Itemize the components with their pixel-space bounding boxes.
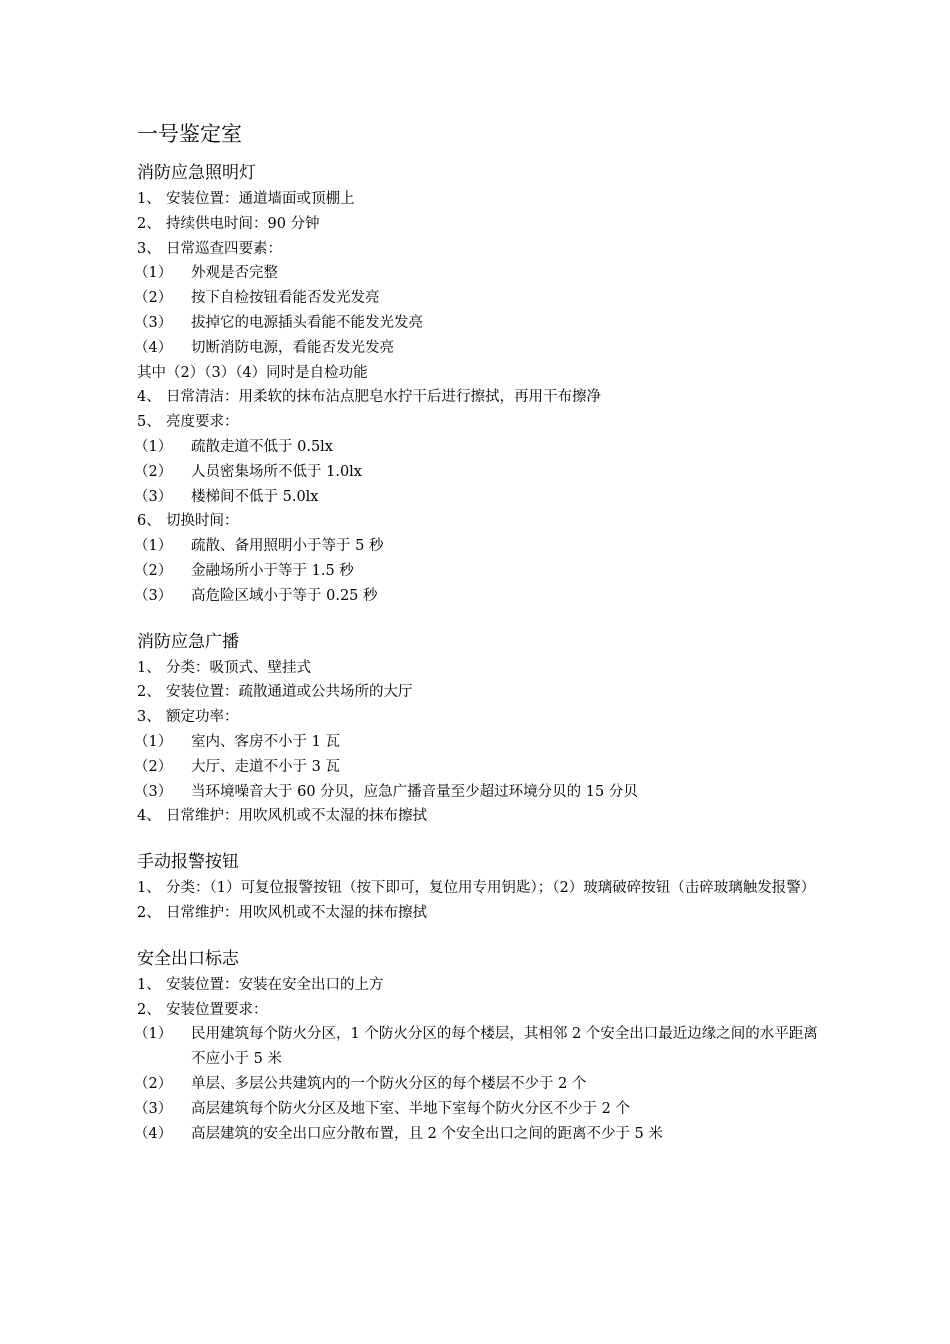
section [137,849,827,926]
list-item-number: 1、 [137,976,161,993]
list-item [134,336,827,361]
list-item-text: 单层、多层公共建筑内的一个防火分区的每个楼层不少于 2 个 [191,1075,587,1092]
list-item-number: （4） [134,1125,173,1142]
section [134,629,827,830]
list-item [134,1122,827,1147]
list-item [137,973,827,998]
list-item-text: 楼梯间不低于 5.0lx [191,488,319,505]
list-item-text: 当环境噪音大于 60 分贝，应急广播音量至少超过环境分贝的 15 分贝 [191,783,638,800]
list-item [137,680,827,705]
list-item [134,780,827,805]
list-item-number: 1、 [137,880,161,897]
list-item-number: （1） [134,538,173,555]
list-item-text: 民用建筑每个防火分区，1 个防火分区的每个楼层，其相邻 2 个安全出口最近边缘之间的水平距离不应小于 5 米 [191,1026,818,1068]
list-item [137,237,827,262]
list-item-number: 6、 [137,513,161,530]
list-item [137,212,827,237]
list-item-text: 日常清洁：用柔软的抹布沾点肥皂水拧干后进行擦拭，再用干布擦净 [166,389,601,406]
list-item-text: 按下自检按钮看能否发光发亮 [191,290,380,307]
list-item-text: 高层建筑每个防火分区及地下室、半地下室每个防火分区不少于 2 个 [191,1100,630,1117]
list-item [134,311,827,336]
list-item [134,1097,827,1122]
list-item-text: 拔掉它的电源插头看能不能发光发亮 [191,314,423,331]
list-item-text: 日常维护：用吹风机或不太湿的抹布擦拭 [166,904,427,921]
list-item-number: （4） [134,339,173,356]
list-item-text: 人员密集场所不低于 1.0lx [191,463,362,480]
text-line: 其中（2）（3）（4）同时是自检功能 [137,364,368,381]
list-item [134,534,827,559]
list-item [137,998,827,1023]
list-item-number: 2、 [137,684,161,701]
list-item-number: （1） [134,438,173,455]
list-item-text: 疏散、备用照明小于等于 5 秒 [191,538,384,555]
list-item [134,485,827,510]
list-item-text: 高层建筑的安全出口应分散布置，且 2 个安全出口之间的距离不少于 5 米 [191,1125,663,1142]
list-item-number: （2） [134,290,173,307]
list-item-number: （1） [134,265,173,282]
list-item-number: （2） [134,758,173,775]
list-item-number: （3） [134,1100,173,1117]
list-item-text: 日常维护：用吹风机或不太湿的抹布擦拭 [166,808,427,825]
list-item [134,1072,827,1097]
list-item-text: 亮度要求： [166,414,239,431]
list-item-text: 疏散走道不低于 0.5lx [191,438,333,455]
list-item-number: 1、 [137,659,161,676]
list-item [134,559,827,584]
list-item-number: （2） [134,562,173,579]
list-item-text: 室内、客房不小于 1 瓦 [191,733,340,750]
list-item [137,509,827,534]
list-item-text: 分类：（1）可复位报警按钮（按下即可，复位用专用钥匙）；（2）玻璃破碎按钮（击碎玻璃触发报警） [166,880,816,897]
list-item-text: 切换时间： [166,513,239,530]
list-item-text: 日常巡查四要素： [166,240,282,257]
list-item-number: （2） [134,1075,173,1092]
list-item-number: （3） [134,587,173,604]
list-item [137,876,827,901]
list-item [137,804,827,829]
list-item-text: 外观是否完整 [191,265,278,282]
section [134,160,827,609]
list-item-number: 2、 [137,904,161,921]
list-item-text: 高危险区域小于等于 0.25 秒 [191,587,378,604]
list-item-number: （1） [134,1026,173,1043]
list-item [137,705,827,730]
list-item-text: 安装位置：疏散通道或公共场所的大厅 [166,684,413,701]
list-item-text: 分类：吸顶式、壁挂式 [166,659,311,676]
list-item-number: 4、 [137,389,161,406]
list-item-text: 额定功率： [166,709,239,726]
section-title: 手动报警按钮 [137,852,239,873]
section-title: 消防应急广播 [137,631,239,652]
list-item [137,901,827,926]
list-item-number: 4、 [137,808,161,825]
list-item-number: （1） [134,733,173,750]
list-item [134,730,827,755]
list-item-text: 安装位置：安装在安全出口的上方 [166,976,384,993]
list-item [134,1022,827,1072]
list-item-number: 1、 [137,191,161,207]
document-page [134,118,827,1166]
list-item [137,410,827,435]
list-item-text: 大厅、走道不小于 3 瓦 [191,758,340,775]
list-item-number: （3） [134,783,173,800]
section [134,946,827,1147]
list-item-text: 切断消防电源，看能否发光发亮 [191,339,394,356]
list-item-text: 金融场所小于等于 1.5 秒 [191,562,354,579]
list-item [134,460,827,485]
list-item-number: 3、 [137,709,161,726]
list-item-text: 安装位置：通道墙面或顶棚上 [166,191,355,207]
list-item [134,435,827,460]
list-item [134,755,827,780]
section-title: 安全出口标志 [137,948,239,969]
list-item-number: 5、 [137,414,161,431]
list-item-number: 2、 [137,215,161,232]
list-item [137,656,827,681]
list-item-number: （3） [134,314,173,331]
list-item-number: 2、 [137,1001,161,1018]
section-title: 消防应急照明灯 [137,163,256,183]
list-item [137,187,827,212]
document-title: 一号鉴定室 [137,122,242,146]
sections-container [134,160,827,1146]
list-item [134,584,827,609]
list-item [134,286,827,311]
list-item [137,385,827,410]
list-item-text: 安装位置要求： [166,1001,268,1018]
list-item-text: 持续供电时间：90 分钟 [166,215,320,232]
list-item-number: （3） [134,488,173,505]
list-item [134,261,827,286]
list-item-number: 3、 [137,240,161,257]
list-item-number: （2） [134,463,173,480]
